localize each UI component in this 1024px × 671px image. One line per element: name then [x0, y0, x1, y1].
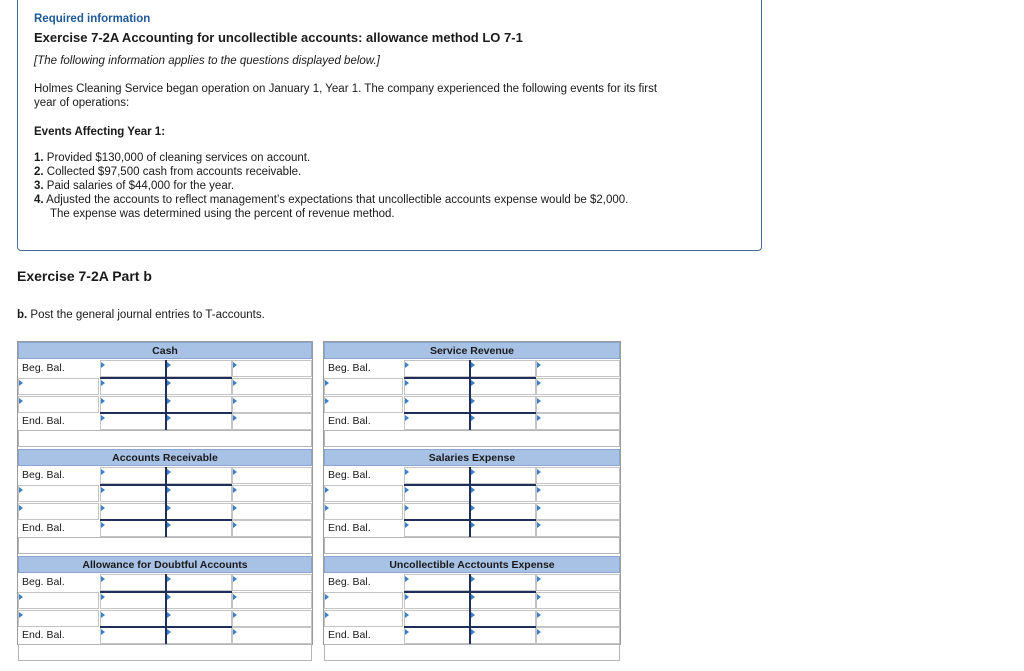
uncollectible_expense-end-col-1[interactable]	[404, 627, 470, 644]
salaries_expense-spacer-row	[324, 537, 620, 554]
accounts_receivable-row-1-col-3[interactable]	[232, 485, 312, 502]
cash-end-col-2[interactable]	[166, 413, 232, 430]
service_revenue-row-0-col-2[interactable]	[470, 360, 536, 377]
service_revenue-end-col-3[interactable]	[536, 413, 620, 430]
cash-header: Cash	[18, 342, 312, 359]
salaries_expense-row-0-col-3[interactable]	[536, 467, 620, 484]
accounts_receivable-row-0-col-2[interactable]	[166, 467, 232, 484]
allowance-row-2-col-2[interactable]	[166, 610, 232, 627]
salaries_expense-entry-ref-1[interactable]	[324, 485, 403, 502]
service_revenue-row-1-col-2[interactable]	[470, 378, 536, 395]
accounts_receivable-row-2-col-2[interactable]	[166, 503, 232, 520]
uncollectible_expense-header: Uncollectible Acctounts Expense	[324, 556, 620, 573]
accounts_receivable-row-2-col-1[interactable]	[100, 503, 166, 520]
salaries_expense-row-1-col-2[interactable]	[470, 485, 536, 502]
service_revenue-beg-label: Beg. Bal.	[328, 362, 371, 374]
cash-row-2-col-1[interactable]	[100, 396, 166, 413]
uncollectible_expense-entry-ref-1[interactable]	[324, 592, 403, 609]
uncollectible_expense-row-1-col-1[interactable]	[404, 592, 470, 609]
accounts_receivable-spacer-row	[18, 537, 312, 554]
uncollectible_expense-row-2-col-2[interactable]	[470, 610, 536, 627]
cash-row-1-col-2[interactable]	[166, 378, 232, 395]
service_revenue-spacer-row	[324, 430, 620, 447]
uncollectible_expense-row-1-col-2[interactable]	[470, 592, 536, 609]
allowance-end-col-2[interactable]	[166, 627, 232, 644]
event-item-continuation: The expense was determined using the percent of revenue method.	[50, 208, 395, 220]
cash-spacer-row	[18, 430, 312, 447]
applies-note: [The following information applies to the questions displayed below.]	[34, 55, 380, 67]
cash-row-0-col-2[interactable]	[166, 360, 232, 377]
allowance-row-0-col-2[interactable]	[166, 574, 232, 591]
uncollectible_expense-row-2-col-1[interactable]	[404, 610, 470, 627]
cash-row-1-col-3[interactable]	[232, 378, 312, 395]
allowance-entry-ref-2[interactable]	[18, 610, 99, 627]
allowance-end-label: End. Bal.	[22, 629, 65, 641]
accounts_receivable-end-col-3[interactable]	[232, 520, 312, 537]
salaries_expense-row-0-col-1[interactable]	[404, 467, 470, 484]
salaries_expense-row-1-col-1[interactable]	[404, 485, 470, 502]
part-title: Exercise 7-2A Part b	[17, 268, 152, 284]
service_revenue-entry-ref-1[interactable]	[324, 378, 403, 395]
cash-row-0-col-1[interactable]	[100, 360, 166, 377]
salaries_expense-beg-label: Beg. Bal.	[328, 469, 371, 481]
allowance-row-1-col-2[interactable]	[166, 592, 232, 609]
accounts_receivable-end-col-1[interactable]	[100, 520, 166, 537]
allowance-header: Allowance for Doubtful Accounts	[18, 556, 312, 573]
salaries_expense-t-center-line	[469, 467, 471, 537]
cash-end-label: End. Bal.	[22, 415, 65, 427]
allowance-row-0-col-1[interactable]	[100, 574, 166, 591]
salaries_expense-end-col-2[interactable]	[470, 520, 536, 537]
service_revenue-row-2-col-2[interactable]	[470, 396, 536, 413]
instruction-text: b. Post the general journal entries to T-accounts.	[17, 309, 265, 321]
events-heading: Events Affecting Year 1:	[34, 126, 166, 138]
salaries_expense-row-0-col-2[interactable]	[470, 467, 536, 484]
accounts_receivable-entry-ref-1[interactable]	[18, 485, 99, 502]
service_revenue-end-col-1[interactable]	[404, 413, 470, 430]
accounts_receivable-end-col-2[interactable]	[166, 520, 232, 537]
event-item: 3. Paid salaries of $44,000 for the year.	[34, 180, 235, 192]
accounts_receivable-row-1-col-2[interactable]	[166, 485, 232, 502]
uncollectible_expense-row-0-col-1[interactable]	[404, 574, 470, 591]
accounts_receivable-row-2-col-3[interactable]	[232, 503, 312, 520]
service_revenue-end-label: End. Bal.	[328, 415, 371, 427]
service_revenue-t-center-line	[469, 360, 471, 430]
required-information-label: Required information	[34, 13, 151, 25]
salaries_expense-end-label: End. Bal.	[328, 522, 371, 534]
service_revenue-row-2-col-3[interactable]	[536, 396, 620, 413]
accounts_receivable-t-center-line	[165, 467, 167, 537]
cash-beg-label: Beg. Bal.	[22, 362, 65, 374]
allowance-t-center-line	[165, 574, 167, 644]
service_revenue-end-col-2[interactable]	[470, 413, 536, 430]
event-item: 2. Collected $97,500 cash from accounts receivable.	[34, 166, 302, 178]
allowance-row-1-col-1[interactable]	[100, 592, 166, 609]
event-item: 1. Provided $130,000 of cleaning services on account.	[34, 152, 311, 164]
uncollectible_expense-end-col-2[interactable]	[470, 627, 536, 644]
cash-row-1-col-1[interactable]	[100, 378, 166, 395]
cash-entry-ref-1[interactable]	[18, 378, 99, 395]
salaries_expense-row-2-col-1[interactable]	[404, 503, 470, 520]
salaries_expense-end-col-1[interactable]	[404, 520, 470, 537]
service_revenue-row-1-col-1[interactable]	[404, 378, 470, 395]
cash-t-center-line	[165, 360, 167, 430]
allowance-row-0-col-3[interactable]	[232, 574, 312, 591]
allowance-row-2-col-3[interactable]	[232, 610, 312, 627]
service_revenue-row-0-col-1[interactable]	[404, 360, 470, 377]
description-line-1: Holmes Cleaning Service began operation on January 1, Year 1. The company experienced the following events for its first	[34, 83, 658, 95]
service_revenue-row-1-col-3[interactable]	[536, 378, 620, 395]
salaries_expense-row-1-col-3[interactable]	[536, 485, 620, 502]
cash-row-0-col-3[interactable]	[232, 360, 312, 377]
salaries_expense-header: Salaries Expense	[324, 449, 620, 466]
accounts_receivable-row-0-col-1[interactable]	[100, 467, 166, 484]
salaries_expense-row-2-col-3[interactable]	[536, 503, 620, 520]
accounts_receivable-beg-label: Beg. Bal.	[22, 469, 65, 481]
allowance-spacer-row	[18, 644, 312, 661]
uncollectible_expense-row-0-col-2[interactable]	[470, 574, 536, 591]
cash-end-col-1[interactable]	[100, 413, 166, 430]
allowance-end-col-3[interactable]	[232, 627, 312, 644]
uncollectible_expense-beg-label: Beg. Bal.	[328, 576, 371, 588]
uncollectible_expense-row-1-col-3[interactable]	[536, 592, 620, 609]
cash-entry-ref-2[interactable]	[18, 396, 99, 413]
uncollectible_expense-row-2-col-3[interactable]	[536, 610, 620, 627]
accounts_receivable-end-label: End. Bal.	[22, 522, 65, 534]
accounts_receivable-entry-ref-2[interactable]	[18, 503, 99, 520]
uncollectible_expense-t-center-line	[469, 574, 471, 644]
allowance-beg-label: Beg. Bal.	[22, 576, 65, 588]
accounts_receivable-row-0-col-3[interactable]	[232, 467, 312, 484]
uncollectible_expense-end-col-3[interactable]	[536, 627, 620, 644]
description-line-2: year of operations:	[34, 97, 130, 109]
event-item: 4. Adjusted the accounts to reflect management’s expectations that uncollectible accounts expense would be $2,000.	[34, 194, 629, 206]
salaries_expense-entry-ref-2[interactable]	[324, 503, 403, 520]
allowance-row-1-col-3[interactable]	[232, 592, 312, 609]
service_revenue-entry-ref-2[interactable]	[324, 396, 403, 413]
allowance-entry-ref-1[interactable]	[18, 592, 99, 609]
uncollectible_expense-row-0-col-3[interactable]	[536, 574, 620, 591]
exercise-title: Exercise 7-2A Accounting for uncollectible accounts: allowance method LO 7-1	[34, 30, 523, 45]
allowance-end-col-1[interactable]	[100, 627, 166, 644]
uncollectible_expense-end-label: End. Bal.	[328, 629, 371, 641]
cash-end-col-3[interactable]	[232, 413, 312, 430]
uncollectible_expense-entry-ref-2[interactable]	[324, 610, 403, 627]
cash-row-2-col-2[interactable]	[166, 396, 232, 413]
service_revenue-header: Service Revenue	[324, 342, 620, 359]
allowance-row-2-col-1[interactable]	[100, 610, 166, 627]
cash-row-2-col-3[interactable]	[232, 396, 312, 413]
salaries_expense-end-col-3[interactable]	[536, 520, 620, 537]
accounts_receivable-header: Accounts Receivable	[18, 449, 312, 466]
accounts_receivable-row-1-col-1[interactable]	[100, 485, 166, 502]
service_revenue-row-0-col-3[interactable]	[536, 360, 620, 377]
service_revenue-row-2-col-1[interactable]	[404, 396, 470, 413]
uncollectible_expense-spacer-row	[324, 644, 620, 661]
salaries_expense-row-2-col-2[interactable]	[470, 503, 536, 520]
